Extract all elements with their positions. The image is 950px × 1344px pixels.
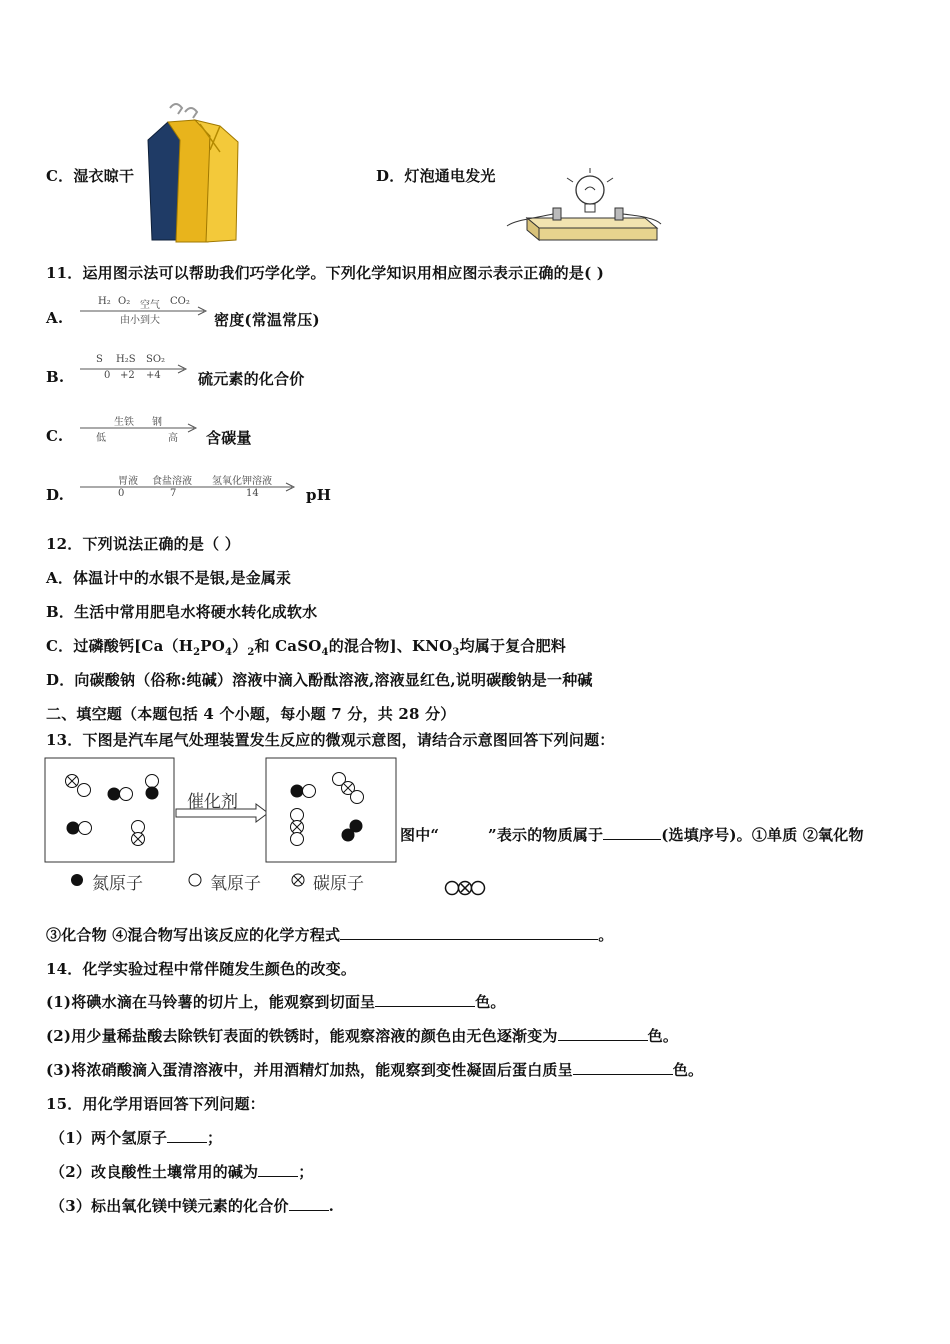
q13-stem: 13．下图是汽车尾气处理装置发生反应的微观示意图，请结合示意图回答下列问题： bbox=[46, 731, 615, 749]
q11-a-bottom: 由小到大 bbox=[120, 315, 160, 326]
q11-b-label-s: S bbox=[96, 354, 103, 365]
q10-option-c: C．湿衣晾干 bbox=[46, 167, 135, 185]
q11-c-low: 低 bbox=[96, 433, 106, 444]
q11-stem: 11．运用图示法可以帮助我们巧学化学。下列化学知识用相应图示表示正确的是( ) bbox=[46, 264, 605, 282]
q13-equation-blank[interactable] bbox=[340, 925, 598, 940]
legend-c-icon bbox=[291, 873, 305, 887]
q11-b-label: 硫元素的化合价 bbox=[198, 370, 305, 388]
q11-c-high: 高 bbox=[168, 433, 178, 444]
q11-a-label: 密度(常温常压) bbox=[214, 311, 320, 329]
q12-stem: 12．下列说法正确的是（ ） bbox=[46, 535, 240, 553]
q12-option-b: B．生活中常用肥皂水将硬水转化成软水 bbox=[46, 603, 318, 621]
q14-blank-2[interactable] bbox=[558, 1026, 648, 1041]
q11-a-label-air: 空气 bbox=[140, 300, 160, 311]
legend-n-icon bbox=[70, 873, 84, 887]
q11-b-letter: B. bbox=[46, 368, 65, 386]
section-2-heading: 二、填空题（本题包括 4 个小题，每小题 7 分，共 28 分） bbox=[46, 705, 456, 723]
right-co2-molecule-2 bbox=[291, 809, 304, 846]
q11-d-tick-0: 0 bbox=[118, 488, 125, 499]
q11-c-label-pig-iron: 生铁 bbox=[114, 417, 134, 428]
q11-b-label-so2: SO₂ bbox=[146, 354, 166, 365]
legend-oxygen: 氧原子 bbox=[210, 874, 261, 894]
legend-carbon: 碳原子 bbox=[313, 874, 364, 894]
q11-c-label: 含碳量 bbox=[206, 429, 252, 447]
light-bulb-circuit-image bbox=[505, 168, 665, 248]
q11-a-letter: A. bbox=[46, 309, 64, 327]
q15-part-3: （3）标出氧化镁中镁元素的化合价 . bbox=[50, 1197, 335, 1215]
q14-blank-3[interactable] bbox=[573, 1060, 673, 1075]
q12-option-c: C．过磷酸钙[$Ca(H_2PO_4)_2$和 CaSO$_4$的混合物]、$KNO_3$均属于复合肥料 bbox=[46, 637, 566, 658]
q12-option-a: A．体温计中的水银不是银,是金属汞 bbox=[46, 569, 292, 587]
q10-option-d: D．灯泡通电发光 bbox=[376, 167, 496, 185]
q11-b-tick-4: +4 bbox=[146, 370, 161, 381]
q11-d-label-koh: 氢氧化钾溶液 bbox=[212, 476, 272, 487]
q11-b-label-h2s: H₂S bbox=[116, 354, 136, 365]
q11-d-tick-7: 7 bbox=[170, 488, 177, 499]
q11-a-label-co2: CO₂ bbox=[170, 296, 190, 307]
catalyst-label: 催化剂 bbox=[187, 792, 238, 812]
q11-d-label: pH bbox=[306, 486, 332, 504]
q15-blank-2[interactable] bbox=[258, 1162, 298, 1177]
q14-part-2: (2)用少量稀盐酸去除铁钉表面的铁锈时，能观察溶液的颜色由无色逐渐变为 色。 bbox=[46, 1027, 679, 1045]
legend-nitrogen: 氮原子 bbox=[92, 874, 143, 894]
q11-a-label-h2: H₂ bbox=[98, 296, 111, 307]
q11-d-label-gastric: 胃液 bbox=[118, 476, 138, 487]
q15-blank-1[interactable] bbox=[167, 1128, 207, 1143]
q11-a-label-o2: O₂ bbox=[118, 296, 131, 307]
q11-c-letter: C. bbox=[46, 427, 64, 445]
wet-clothes-image bbox=[140, 100, 250, 245]
q14-stem: 14．化学实验过程中常伴随发生颜色的改变。 bbox=[46, 960, 357, 978]
q11-d-label-salt: 食盐溶液 bbox=[152, 476, 192, 487]
q13-text-middle: ”表示的物质属于 (选填序号)。①单质 ②氧化物 bbox=[488, 826, 864, 844]
q13-answer-blank-1[interactable] bbox=[603, 825, 661, 840]
q14-part-1: (1)将碘水滴在马铃薯的切片上，能观察到切面呈 色。 bbox=[46, 993, 506, 1011]
q15-part-2: （2）改良酸性土壤常用的碱为 ； bbox=[50, 1163, 314, 1181]
co2-molecule-inline-icon bbox=[444, 880, 490, 896]
q12-option-d: D．向碳酸钠（俗称:纯碱）溶液中滴入酚酞溶液,溶液显红色,说明碳酸钠是一种碱 bbox=[46, 671, 593, 689]
q11-b-tick-0: 0 bbox=[104, 370, 111, 381]
legend-o-icon bbox=[188, 873, 202, 887]
q15-part-1: （1）两个氢原子 ； bbox=[50, 1129, 223, 1147]
q15-stem: 15．用化学用语回答下列问题： bbox=[46, 1095, 265, 1113]
q13-line-2: ③化合物 ④混合物写出该反应的化学方程式 。 bbox=[46, 926, 614, 944]
q15-blank-3[interactable] bbox=[289, 1196, 329, 1211]
q14-part-3: (3)将浓硝酸滴入蛋清溶液中，并用酒精灯加热，能观察到变性凝固后蛋白质呈 色。 bbox=[46, 1061, 704, 1079]
q11-d-letter: D. bbox=[46, 486, 65, 504]
q14-blank-1[interactable] bbox=[375, 992, 475, 1007]
q11-b-tick-2: +2 bbox=[120, 370, 135, 381]
q11-d-tick-14: 14 bbox=[246, 488, 259, 499]
q13-text-open: 图中“ bbox=[400, 826, 440, 844]
q11-c-label-steel: 钢 bbox=[152, 417, 162, 428]
